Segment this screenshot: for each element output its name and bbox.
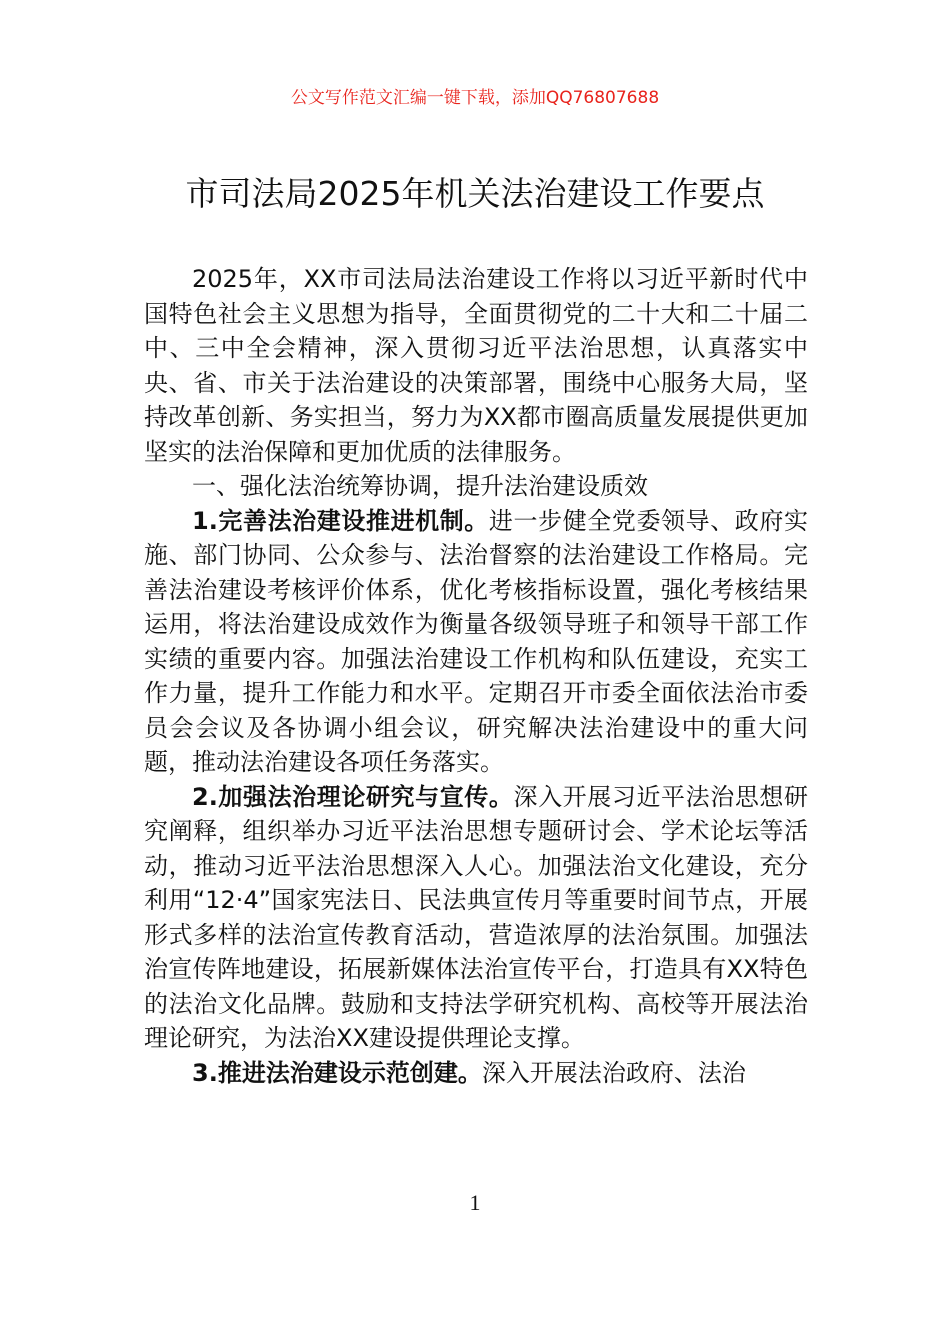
document-title: 市司法局2025年机关法治建设工作要点 xyxy=(185,174,765,213)
page-number: 1 xyxy=(469,1190,481,1215)
item-text-3: 深入开展法治政府、法治 xyxy=(481,1058,746,1087)
item-paragraph-2 xyxy=(144,780,808,1056)
item-text-1: 进一步健全党委领导、政府实施、部门协同、公众参与、法治督察的法治建设工作格局。完善法治建设考核评价体系，优化考核指标设置，强化考核结果运用，将法治建设成效作为衡量各级领导班子和领导干部工作实绩的重要内容。加强法治建设工作机构和队伍建设，充实工作力量，提升工作能力和水平。定期召开市委全面依法治市委员会会议及各协调小组会议，研究解决法治建设中的重大问题，推动法治建设各项任务落实。 xyxy=(144,506,808,776)
intro-paragraph: 2025年，XX市司法局法治建设工作将以习近平新时代中国特色社会主义思想为指导，全面贯彻党的二十大和二十届二中、三中全会精神，深入贯彻习近平法治思想，认真落实中央、省、市关于法治建设的决策部署，围绕中心服务大局，坚持改革创新、务实担当，努力为XX都市圈高质量发展提供更加坚实的法治保障和更加优质的法律服务。 xyxy=(144,265,808,466)
item-paragraph-1 xyxy=(144,504,808,780)
header-note: 公文写作范文汇编一键下载，添加QQ76807688 xyxy=(290,88,660,108)
section-heading-1: 一、强化法治统筹协调，提升法治建设质效 xyxy=(192,472,648,500)
item-text-2: 深入开展习近平法治思想研究阐释，组织举办习近平法治思想专题研讨会、学术论坛等活动，推动习近平法治思想深入人心。加强法治文化建设，充分利用“12·4”国家宪法日、民法典宣传月等重要时间节点，开展形式多样的法治宣传教育活动，营造浓厚的法治氛围。加强法治宣传阵地建设，拓展新媒体法治宣传平台，打造具有XX特色的法治文化品牌。鼓励和支持法学研究机构、高校等开展法治理论研究，为法治XX建设提供理论支撑。 xyxy=(144,782,808,1052)
document-body xyxy=(144,262,808,1090)
item-paragraph-3 xyxy=(144,1056,808,1091)
item-lead-2: 2.加强法治理论研究与宣传。 xyxy=(192,782,514,811)
item-lead-1: 1.完善法治建设推进机制。 xyxy=(192,506,489,535)
item-lead-3: 3.推进法治建设示范创建。 xyxy=(192,1058,482,1087)
